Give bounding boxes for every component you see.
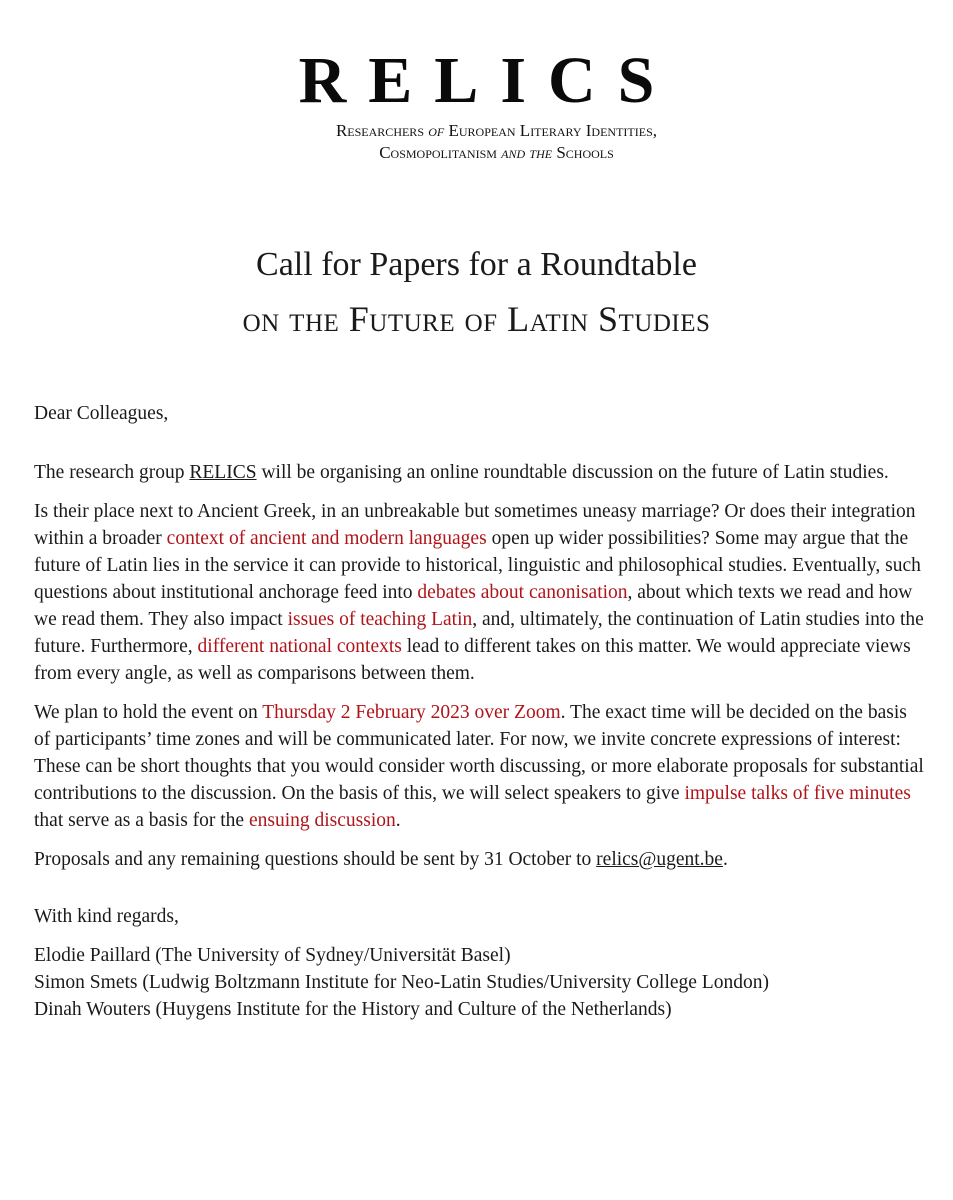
- highlight-national-contexts: different national contexts: [197, 636, 402, 657]
- email-link[interactable]: relics@ugent.be: [596, 849, 723, 870]
- relics-logo: RELICS: [298, 44, 677, 117]
- signatory: Dinah Wouters (Huygens Institute for the History and Culture of the Netherlands): [34, 999, 672, 1020]
- highlight-canonisation: debates about canonisation: [417, 582, 628, 603]
- highlight-context: context of ancient and modern languages: [166, 528, 487, 549]
- signatory: Simon Smets (Ludwig Boltzmann Institute for Neo-Latin Studies/University College London): [34, 972, 769, 993]
- closing: With kind regards,: [34, 906, 179, 927]
- paragraph-event: We plan to hold the event on Thursday 2 February 2023 over Zoom. The exact time will be decided on the basis of participants’ time zones and will be communicated later. For now, we invite concrete expressions of interest: These can be short thoughts that you would consider worth discussing, or more elaborate proposals for substantial contributions to the discussion. On the basis of this, we will select speakers to give impulse talks of five minutes that serve as a basis for the ensuing discussion.: [34, 702, 924, 831]
- paragraph-intro: The research group RELICS will be organising an online roundtable discussion on the future of Latin studies.: [34, 462, 889, 483]
- document-title: [0, 238, 953, 346]
- organisation-name-line-1: Researchers of European Literary Identities,: [335, 121, 658, 140]
- title-line-2: on the Future of Latin Studies: [242, 299, 711, 339]
- letterhead: [0, 44, 953, 164]
- salutation: Dear Colleagues,: [34, 403, 169, 424]
- signatory: Elodie Paillard (The University of Sydney/Universität Basel): [34, 945, 511, 966]
- organisation-name-line-2: Cosmopolitanism and the Schools: [379, 143, 614, 162]
- highlight-impulse-talks: impulse talks of five minutes: [684, 783, 911, 804]
- highlight-teaching: issues of teaching Latin: [287, 609, 473, 630]
- title-line-1: Call for Papers for a Roundtable: [256, 246, 697, 283]
- highlight-event-date: Thursday 2 February 2023 over Zoom: [262, 702, 561, 723]
- signatories: [34, 942, 924, 1023]
- relics-link[interactable]: RELICS: [189, 462, 257, 483]
- highlight-ensuing-discussion: ensuing discussion: [248, 810, 396, 831]
- paragraph-proposals: Proposals and any remaining questions should be sent by 31 October to relics@ugent.be.: [34, 849, 728, 870]
- organisation-name: [0, 120, 953, 164]
- paragraph-questions: Is their place next to Ancient Greek, in an unbreakable but sometimes uneasy marriage? Or does their integration within a broader context of ancient and modern languages open up wider possibilities? Some may argue that the future of Latin lies in the service it can provide to historical, linguistic and philosophical studies. Eventually, such questions about institutional anchorage feed into debates about canonisation, about which texts we read and how we read them. They also impact issues of teaching Latin, and, ultimately, the continuation of Latin studies into the future. Furthermore, different national contexts lead to different takes on this matter. We would appreciate views from every angle, as well as comparisons between them.: [34, 501, 924, 684]
- letter-body: [34, 400, 924, 1023]
